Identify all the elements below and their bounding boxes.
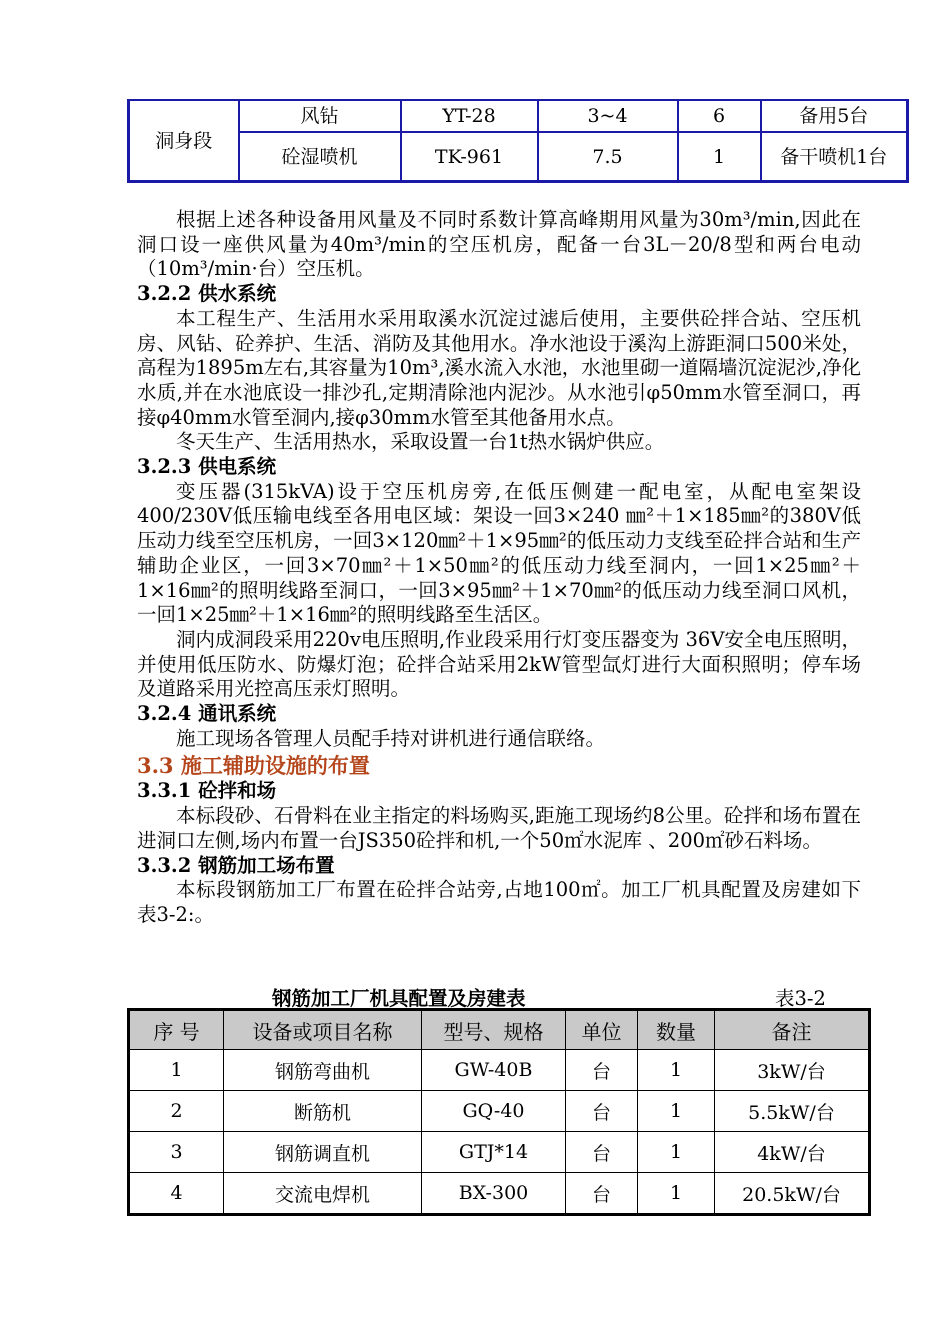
equipment-name-cell: 砼湿喷机 <box>239 132 401 182</box>
table-cell: 断筋机 <box>224 1091 422 1132</box>
header-cell: 序 号 <box>129 1010 224 1050</box>
table-cell: GW-40B <box>422 1050 566 1091</box>
table-cell: 5.5kW/台 <box>715 1091 870 1132</box>
table-number: 表3-2 <box>775 987 826 1010</box>
equipment-air-cell: 7.5 <box>538 132 678 182</box>
table-cell: 钢筋弯曲机 <box>224 1050 422 1091</box>
body-paragraph: 洞内成洞段采用220v电压照明,作业段采用行灯变压器变为 36V安全电压照明，并使用低压防水、防爆灯泡；砼拌合站采用2kW管型氙灯进行大面积照明；停车场及道路采用光控高压汞灯照明。 <box>137 627 861 701</box>
header-cell: 数量 <box>638 1010 715 1050</box>
table-row <box>129 1050 870 1091</box>
section-heading: 3.2.4 通讯系统 <box>137 702 277 726</box>
equipment-air-cell: 3~4 <box>538 100 678 132</box>
table-cell: 2 <box>129 1091 224 1132</box>
table-cell: 交流电焊机 <box>224 1173 422 1215</box>
table-cell: 4 <box>129 1173 224 1215</box>
table-cell: 1 <box>129 1050 224 1091</box>
header-cell: 型号、规格 <box>422 1010 566 1050</box>
equipment-remark-cell: 备干喷机1台 <box>761 132 908 182</box>
table-cell: 1 <box>638 1050 715 1091</box>
table-cell: 台 <box>566 1173 638 1215</box>
section-cell: 洞身段 <box>129 100 239 182</box>
table-cell: 3 <box>129 1132 224 1173</box>
header-cell: 备注 <box>715 1010 870 1050</box>
table-cell: 4kW/台 <box>715 1132 870 1173</box>
section-heading: 3.2.3 供电系统 <box>137 455 277 479</box>
table-cell: GQ-40 <box>422 1091 566 1132</box>
table-cell: 1 <box>638 1132 715 1173</box>
table-caption: 钢筋加工厂机具配置及房建表 <box>272 987 526 1010</box>
document-body <box>137 208 861 928</box>
table-cell: 台 <box>566 1132 638 1173</box>
body-paragraph: 本工程生产、生活用水采用取溪水沉淀过滤后使用，主要供砼拌合站、空压机房、风钻、砼养护、生活、消防及其他用水。净水池设于溪沟上游距洞口500米处，高程为1895m左右,其容量为10m³,溪水流入水池，水池里砌一道隔墙沉淀泥沙,净化水质,并在水池底设一排沙孔,定期清除池内泥沙。从水池引φ50mm水管至洞口，再接φ40mm水管至洞内,接φ30mm水管至其他备用水点。 <box>137 306 861 429</box>
body-paragraph: 本标段钢筋加工厂布置在砼拌合站旁,占地100㎡。加工厂机具配置及房建如下表3-2:。 <box>137 878 861 926</box>
equipment-remark-cell: 备用5台 <box>761 100 908 132</box>
table-row <box>129 1173 870 1215</box>
table-row <box>129 1132 870 1173</box>
table-cell: 3kW/台 <box>715 1050 870 1091</box>
section-heading: 3.3.2 钢筋加工场布置 <box>137 853 335 877</box>
rebar-workshop-table <box>127 1008 871 1216</box>
header-cell: 设备或项目名称 <box>224 1010 422 1050</box>
header-cell: 单位 <box>566 1010 638 1050</box>
equipment-model-cell: TK-961 <box>401 132 538 182</box>
section-heading: 3.3.1 砼拌和场 <box>137 779 277 803</box>
section-heading: 3.2.2 供水系统 <box>137 282 277 306</box>
table-row <box>129 1091 870 1132</box>
equipment-qty-cell: 1 <box>678 132 761 182</box>
table-cell: GTJ*14 <box>422 1132 566 1173</box>
equipment-table-continued <box>127 99 909 183</box>
body-paragraph: 施工现场各管理人员配手持对讲机进行通信联络。 <box>176 726 606 750</box>
table-header-row <box>129 1010 870 1050</box>
body-paragraph: 本标段砂、石骨料在业主指定的料场购买,距施工现场约8公里。砼拌和场布置在进洞口左侧,场内布置一台JS350砼拌和机,一个50㎡水泥库 、200㎡砂石料场。 <box>137 804 861 852</box>
table-cell: BX-300 <box>422 1173 566 1215</box>
table-cell: 1 <box>638 1091 715 1132</box>
body-paragraph: 根据上述各种设备用风量及不同时系数计算高峰期用风量为30m³/min,因此在洞口设一座供风量为40m³/min的空压机房，配备一台3L－20/8型和两台电动（10m³/min·台）空压机。 <box>137 208 861 281</box>
table-cell: 台 <box>566 1050 638 1091</box>
equipment-qty-cell: 6 <box>678 100 761 132</box>
body-paragraph: 冬天生产、生活用热水，采取设置一台1t热水锅炉供应。 <box>176 430 665 454</box>
table-cell: 1 <box>638 1173 715 1215</box>
equipment-model-cell: YT-28 <box>401 100 538 132</box>
table-cell: 钢筋调直机 <box>224 1132 422 1173</box>
equipment-name-cell: 风钻 <box>239 100 401 132</box>
chapter-heading: 3.3 施工辅助设施的布置 <box>137 753 370 779</box>
body-paragraph: 变压器(315kVA)设于空压机房旁,在低压侧建一配电室，从配电室架设400/230V低压输电线至各用电区域：架设一回3×240 ㎜²＋1×185㎜²的380V低压动力线至空压机房，一回3×120㎜²＋1×95㎜²的低压动力支线至砼拌合站和生产辅助企业区，一回3×70㎜²＋1×50㎜²的低压动力线至洞内，一回1×25㎜²＋1×16㎜²的照明线路至洞口，一回3×95㎜²＋1×70㎜²的低压动力线至洞口风机，一回1×25㎜²＋1×16㎜²的照明线路至生活区。 <box>137 479 861 627</box>
table-cell: 台 <box>566 1091 638 1132</box>
table-cell: 20.5kW/台 <box>715 1173 870 1215</box>
